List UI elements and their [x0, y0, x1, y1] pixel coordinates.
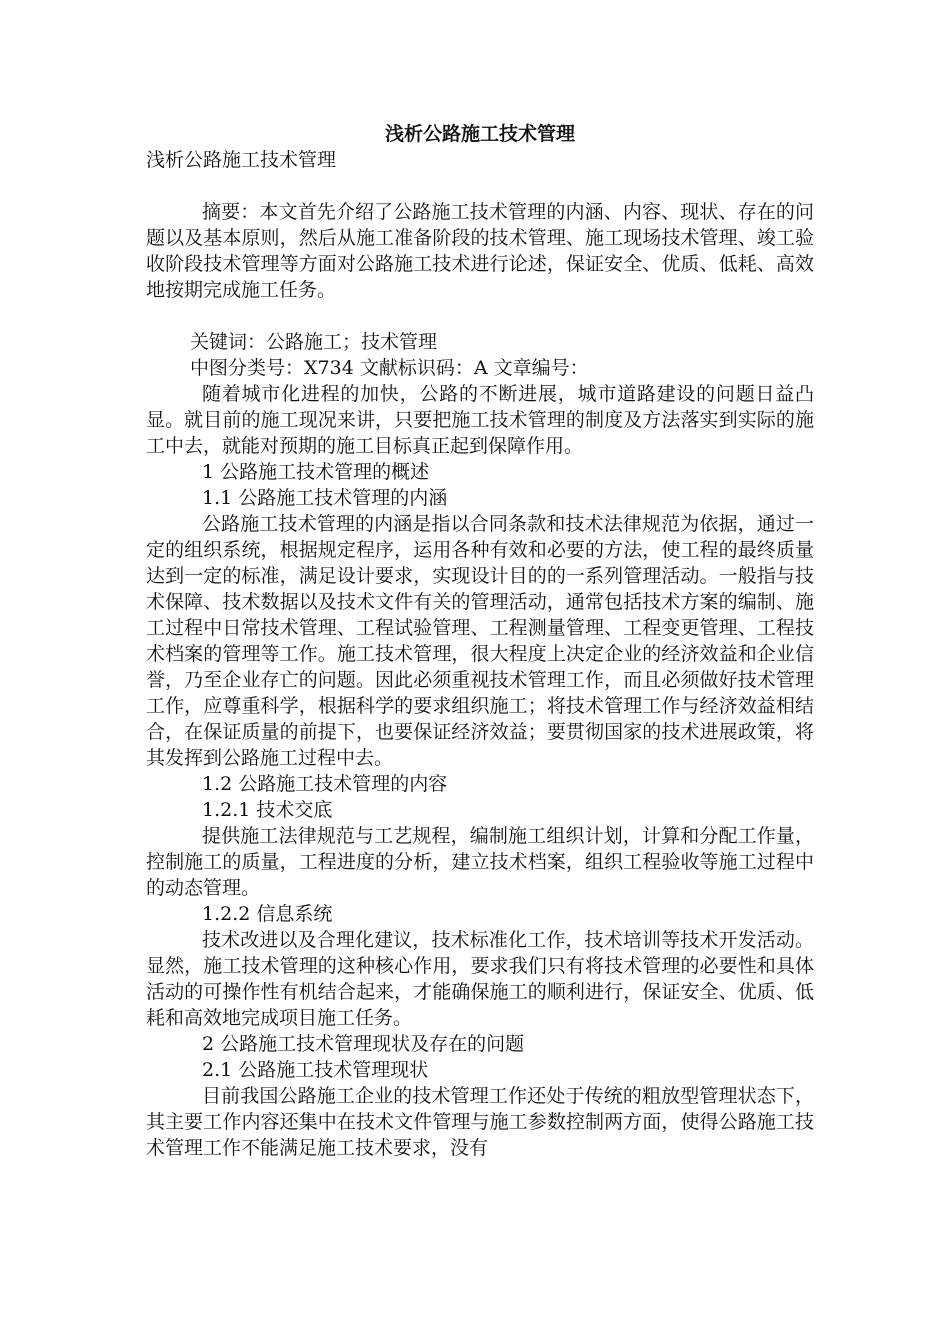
section-heading-1: 1 公路施工技术管理的概述 [202, 461, 430, 483]
section-heading-1-2: 1.2 公路施工技术管理的内容 [202, 773, 448, 795]
section-paragraph-1-2-1: 提供施工法律规范与工艺规程，编制施工组织计划，计算和分配工作量，控制施工的质量，工程进度的分析，建立技术档案，组织工程验收等施工过程中的动态管理。 [146, 825, 814, 899]
classification-line: 中图分类号：X734 文献标识码：A 文章编号： [190, 357, 589, 379]
document-page [146, 121, 814, 1161]
section-heading-1-2-1: 1.2.1 技术交底 [202, 799, 333, 821]
section-paragraph-2-1: 目前我国公路施工企业的技术管理工作还处于传统的粗放型管理状态下，其主要工作内容还集中在技术文件管理与施工参数控制两方面，使得公路施工技术管理工作不能满足施工技术要求，没有 [146, 1085, 814, 1159]
section-heading-1-2-2: 1.2.2 信息系统 [202, 903, 333, 925]
intro-paragraph: 随着城市化进程的加快，公路的不断进展，城市道路建设的问题日益凸显。就目前的施工现况来讲，只要把施工技术管理的制度及方法落实到实际的施工中去，就能对预期的施工目标真正起到保障作用。 [146, 383, 814, 457]
spacer [146, 173, 814, 199]
section-paragraph-1-2-2: 技术改进以及合理化建议，技术标准化工作，技术培训等技术开发活动。显然，施工技术管理的这种核心作用，要求我们只有将技术管理的必要性和具体活动的可操作性有机结合起来，才能确保施工的顺利进行，保证安全、优质、低耗和高效地完成项目施工任务。 [146, 929, 814, 1029]
spacer [146, 303, 814, 329]
document-subtitle: 浅析公路施工技术管理 [146, 149, 337, 171]
keywords-line: 关键词：公路施工；技术管理 [190, 331, 438, 353]
section-heading-2: 2 公路施工技术管理现状及存在的问题 [202, 1033, 525, 1055]
section-heading-2-1: 2.1 公路施工技术管理现状 [202, 1059, 429, 1081]
abstract-paragraph: 摘要：本文首先介绍了公路施工技术管理的内涵、内容、现状、存在的问题以及基本原则，然后从施工准备阶段的技术管理、施工现场技术管理、竣工验收阶段技术管理等方面对公路施工技术进行论述，保证安全、优质、低耗、高效地按期完成施工任务。 [146, 201, 814, 301]
section-paragraph-1-1: 公路施工技术管理的内涵是指以合同条款和技术法律规范为依据，通过一定的组织系统，根据规定程序，运用各种有效和必要的方法，使工程的最终质量达到一定的标准，满足设计要求，实现设计目的的一系列管理活动。一般指与技术保障、技术数据以及技术文件有关的管理活动，通常包括技术方案的编制、施工过程中日常技术管理、工程试验管理、工程测量管理、工程变更管理、工程技术档案的管理等工作。施工技术管理，很大程度上决定企业的经济效益和企业信誉，乃至企业存亡的问题。因此必须重视技术管理工作，而且必须做好技术管理工作，应尊重科学，根据科学的要求组织施工；将技术管理工作与经济效益相结合，在保证质量的前提下，也要保证经济效益；要贯彻国家的技术进展政策，将其发挥到公路施工过程中去。 [146, 513, 814, 769]
document-title: 浅析公路施工技术管理 [384, 123, 575, 145]
section-heading-1-1: 1.1 公路施工技术管理的内涵 [202, 487, 448, 509]
